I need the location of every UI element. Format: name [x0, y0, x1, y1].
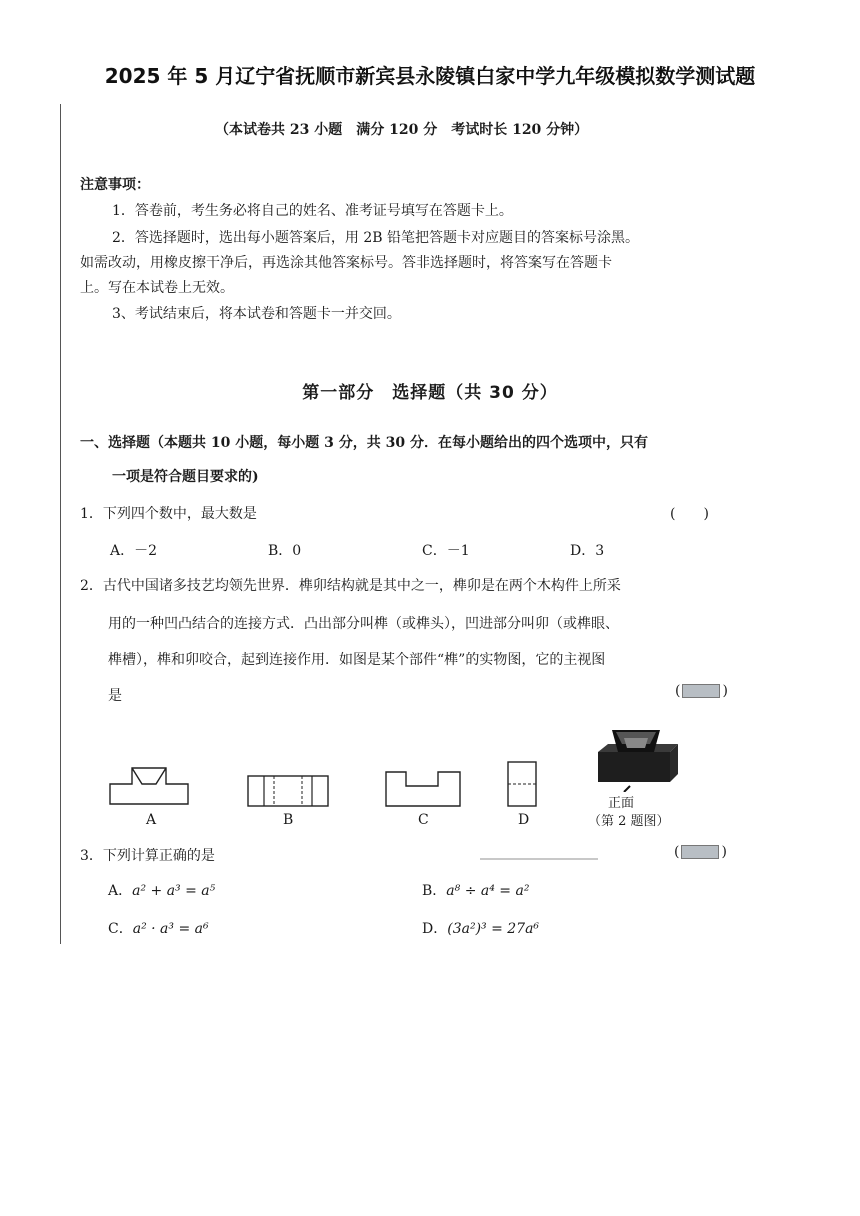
redaction-box	[682, 684, 720, 698]
option-expression: a² + a³ = a⁵	[132, 883, 216, 899]
part-one-title: 第一部分 选择题（共 30 分）	[302, 383, 558, 403]
exam-info: （本试卷共 23 小题 满分 120 分 考试时长 120 分钟）	[215, 122, 589, 138]
q2-line-1: 2．古代中国诸多技艺均领先世界．榫卯结构就是其中之一，榫卯是在两个木构件上所采	[80, 578, 621, 594]
q2-answer-paren	[675, 683, 728, 699]
figure-b-label: B	[283, 812, 294, 828]
figure-caption: （第 2 题图）	[588, 814, 670, 829]
notice-item-1: 1．答卷前，考生务必将自己的姓名、准考证号填写在答题卡上。	[112, 203, 513, 219]
front-label: 正面	[608, 796, 635, 811]
q1-answer-paren: ( )	[670, 506, 709, 522]
option-expression: (3a²)³ = 27a⁶	[447, 921, 540, 937]
tenon-photo	[590, 722, 680, 792]
q2-line-2: 用的一种凹凸结合的连接方式．凸出部分叫榫（或榫头），凹进部分叫卯（或榫眼、	[108, 616, 619, 632]
q1-option-c: C．－1	[422, 543, 470, 559]
paren-close: )	[722, 683, 728, 699]
option-label: A．	[108, 883, 133, 899]
q2-line-4: 是	[108, 688, 122, 704]
figure-d	[502, 758, 542, 810]
option-label: C．	[108, 921, 133, 937]
q3-option-b	[422, 880, 529, 900]
notice-item-2-line-2: 如需改动，用橡皮擦干净后，再选涂其他答案标号。答非选择题时，将答案写在答题卡	[80, 255, 612, 271]
option-label: B．	[422, 883, 447, 899]
option-expression: a² · a³ = a⁶	[132, 921, 209, 937]
figure-b	[244, 768, 332, 810]
redaction-box	[681, 845, 719, 859]
notice-item-3: 3、考试结束后，将本试卷和答题卡一并交回。	[112, 306, 401, 322]
paren-close: )	[721, 844, 727, 860]
margin-line	[60, 104, 61, 944]
figure-d-label: D	[518, 812, 530, 828]
q3-option-c	[108, 918, 209, 938]
figure-c-label: C	[418, 812, 429, 828]
q3-stem: 3．下列计算正确的是	[80, 848, 215, 864]
q1-option-d: D．3	[570, 543, 605, 559]
paren-open: (	[674, 844, 680, 860]
option-expression: a⁸ ÷ a⁴ = a²	[446, 883, 530, 899]
page-title: 2025 年 5 月辽宁省抚顺市新宾县永陵镇白家中学九年级模拟数学测试题	[104, 64, 756, 88]
q3-option-a	[108, 880, 215, 900]
option-label: D．	[422, 921, 448, 937]
q1-option-a: A．－2	[110, 543, 158, 559]
notice-heading: 注意事项：	[80, 177, 150, 193]
figure-c	[380, 766, 466, 810]
figure-a-label: A	[146, 812, 157, 828]
section-instructions-line-2: 一项是符合题目要求的)	[112, 469, 259, 485]
q2-line-3: 榫槽），榫和卯咬合，起到连接作用．如图是某个部件“榫”的实物图，它的主视图	[108, 652, 606, 668]
paren-open: (	[675, 683, 681, 699]
q1-stem: 1．下列四个数中，最大数是	[80, 506, 257, 522]
notice-item-2-line-3: 上。写在本试卷上无效。	[80, 280, 234, 296]
q3-answer-paren	[674, 844, 727, 860]
scan-artifact	[480, 858, 598, 860]
section-instructions-line-1: 一、选择题（本题共 10 小题，每小题 3 分，共 30 分．在每小题给出的四个选项中，只有	[80, 435, 648, 451]
figure-a	[104, 760, 194, 808]
q3-option-d	[422, 918, 539, 938]
q1-option-b: B．0	[268, 543, 302, 559]
notice-item-2-line-1: 2．答选择题时，选出每小题答案后，用 2B 铅笔把答题卡对应题目的答案标号涂黑。	[112, 230, 640, 246]
